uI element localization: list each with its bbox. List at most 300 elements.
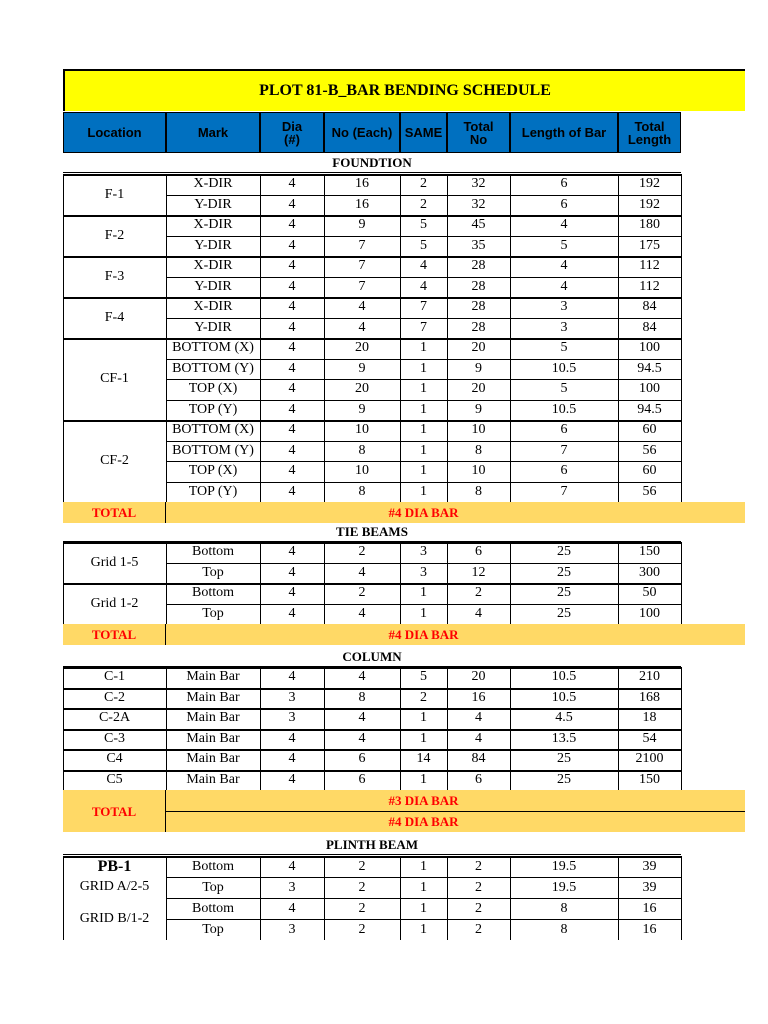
cell-dia: 4 <box>288 900 296 916</box>
cell-length: 5 <box>560 340 568 356</box>
cell-total-length: 2100 <box>635 751 664 767</box>
header-no-each <box>324 112 400 153</box>
grid-line <box>260 856 261 940</box>
grid-line <box>681 174 682 502</box>
cell-dia: 4 <box>288 381 296 397</box>
cell-dia: 3 <box>288 921 296 937</box>
cell-total-length: 16 <box>642 921 657 937</box>
cell-dia: 4 <box>288 771 296 787</box>
header-total-no <box>447 112 510 153</box>
grid-line <box>681 542 682 624</box>
cell-same: 1 <box>420 463 427 479</box>
cell-length: 19.5 <box>551 858 577 874</box>
cell-length: 6 <box>560 422 568 438</box>
cell-total-length: 180 <box>639 217 660 233</box>
grid-line <box>166 811 745 812</box>
grid-line <box>400 542 401 624</box>
cell-mark: Top <box>202 879 224 895</box>
cell-total-no: 8 <box>475 442 482 458</box>
grid-line <box>510 542 511 624</box>
cell-length: 25 <box>557 771 571 787</box>
cell-total-length: 94.5 <box>637 401 662 417</box>
cell-no-each: 4 <box>358 669 366 685</box>
cell-same: 5 <box>420 237 427 253</box>
cell-mark: BOTTOM (Y) <box>172 360 254 376</box>
cell-length: 10.5 <box>551 401 577 417</box>
cell-total-length: 150 <box>639 544 660 560</box>
grid-line <box>166 919 681 920</box>
grid-line <box>447 856 448 940</box>
location-cell: C-3 <box>104 730 125 746</box>
cell-no-each: 4 <box>358 605 366 621</box>
grid-line <box>166 856 167 940</box>
cell-length: 7 <box>560 483 568 499</box>
cell-total-length: 16 <box>642 900 657 916</box>
cell-total-no: 84 <box>471 751 486 767</box>
cell-total-no: 28 <box>471 299 486 315</box>
cell-length: 13.5 <box>551 730 577 746</box>
grid-line <box>63 542 64 624</box>
location-cell: F-1 <box>104 186 125 202</box>
grid-line <box>63 667 681 669</box>
cell-same: 1 <box>420 879 427 895</box>
cell-total-length: 168 <box>639 689 660 705</box>
grid-line <box>63 420 681 422</box>
grid-line <box>63 856 681 858</box>
cell-total-no: 16 <box>471 689 486 705</box>
cell-total-no: 12 <box>471 564 486 580</box>
grid-line <box>63 542 681 544</box>
grid-line <box>63 708 681 710</box>
grid-line <box>618 856 619 940</box>
cell-no-each: 9 <box>358 360 366 376</box>
cell-no-each: 9 <box>358 401 366 417</box>
cell-total-length: 84 <box>642 299 657 315</box>
cell-total-length: 192 <box>639 196 660 212</box>
cell-total-no: 28 <box>471 278 486 294</box>
cell-no-each: 4 <box>358 710 366 726</box>
cell-no-each: 2 <box>358 544 366 560</box>
cell-total-length: 39 <box>642 858 657 874</box>
cell-mark: Y-DIR <box>194 196 232 212</box>
location-cell: C-1 <box>104 669 125 685</box>
cell-total-no: 2 <box>475 921 482 937</box>
cell-length: 4 <box>560 278 568 294</box>
location-cell: C5 <box>106 771 123 787</box>
grid-line <box>63 688 681 690</box>
cell-same: 7 <box>420 319 427 335</box>
cell-same: 1 <box>420 858 427 874</box>
cell-total-no: 2 <box>475 858 482 874</box>
grid-line <box>447 667 448 790</box>
location-cell: Grid 1-5 <box>90 554 139 570</box>
cell-mark: Bottom <box>191 858 234 874</box>
cell-length: 6 <box>560 176 568 192</box>
cell-dia: 4 <box>288 176 296 192</box>
cell-mark: Y-DIR <box>194 237 232 253</box>
location-cell: C-2A <box>98 710 131 726</box>
cell-total-length: 210 <box>639 669 660 685</box>
grid-line <box>63 174 681 176</box>
header-text: Mark <box>197 125 229 140</box>
cell-length: 7 <box>560 442 568 458</box>
cell-length: 5 <box>560 237 568 253</box>
cell-length: 5 <box>560 381 568 397</box>
cell-total-length: 56 <box>642 483 657 499</box>
cell-dia: 4 <box>288 401 296 417</box>
grid-line <box>510 856 511 940</box>
cell-same: 1 <box>420 710 427 726</box>
cell-total-no: 32 <box>471 176 486 192</box>
cell-no-each: 7 <box>358 237 366 253</box>
cell-total-no: 20 <box>471 669 486 685</box>
location-cell: CF-1 <box>100 371 129 386</box>
cell-total-length: 39 <box>642 879 657 895</box>
cell-dia: 4 <box>288 564 296 580</box>
grid-line <box>166 563 681 564</box>
cell-dia: 4 <box>288 278 296 294</box>
cell-dia: 4 <box>288 858 296 874</box>
grid-line <box>166 667 167 790</box>
cell-total-length: 100 <box>639 381 660 397</box>
location-cell: F-2 <box>104 227 125 243</box>
cell-no-each: 7 <box>358 278 366 294</box>
grid-line <box>681 856 682 940</box>
cell-length: 3 <box>560 319 568 335</box>
cell-total-length: 100 <box>639 340 660 356</box>
cell-same: 4 <box>420 278 427 294</box>
cell-dia: 4 <box>288 730 296 746</box>
location-cell: CF-2 <box>100 453 129 468</box>
cell-total-length: 18 <box>642 710 657 726</box>
cell-mark: BOTTOM (Y) <box>172 442 254 458</box>
cell-dia: 4 <box>288 340 296 356</box>
cell-same: 1 <box>420 401 427 417</box>
cell-dia: 4 <box>288 585 296 601</box>
cell-mark: Main Bar <box>186 710 240 726</box>
cell-mark: TOP (X) <box>188 381 238 397</box>
cell-same: 2 <box>420 176 427 192</box>
cell-total-no: 9 <box>475 401 482 417</box>
cell-no-each: 2 <box>358 858 366 874</box>
cell-mark: Y-DIR <box>194 319 232 335</box>
cell-no-each: 8 <box>358 483 366 499</box>
header-same <box>400 112 447 153</box>
cell-no-each: 4 <box>358 730 366 746</box>
grid-line <box>166 400 681 401</box>
cell-mark: TOP (Y) <box>188 401 238 417</box>
cell-dia: 4 <box>288 605 296 621</box>
cell-length: 3 <box>560 299 568 315</box>
cell-total-no: 2 <box>475 900 482 916</box>
cell-mark: X-DIR <box>193 258 233 274</box>
cell-no-each: 2 <box>358 900 366 916</box>
grid-line <box>260 667 261 790</box>
cell-dia: 4 <box>288 463 296 479</box>
header-location <box>63 112 166 153</box>
section-tie-beams: TIE BEAMS <box>63 521 681 542</box>
grid-line <box>63 215 681 217</box>
grid-line <box>166 277 681 278</box>
plinth-location-main: PB-1 <box>97 857 132 875</box>
grid-line <box>166 542 167 624</box>
cell-total-no: 28 <box>471 319 486 335</box>
cell-no-each: 2 <box>358 921 366 937</box>
cell-no-each: 20 <box>355 381 369 397</box>
grid-line <box>166 877 681 878</box>
cell-length: 4 <box>560 258 568 274</box>
grid-line <box>63 667 64 790</box>
cell-total-length: 60 <box>642 463 657 479</box>
grid-line <box>63 297 681 299</box>
cell-no-each: 8 <box>358 442 366 458</box>
cell-same: 1 <box>420 730 427 746</box>
header-mark <box>166 112 260 153</box>
foundation-total-label: TOTAL <box>63 502 166 523</box>
header-text: Total <box>634 118 665 134</box>
cell-length: 25 <box>557 544 571 560</box>
location-cell: C4 <box>106 751 123 767</box>
cell-no-each: 10 <box>355 463 369 479</box>
cell-dia: 4 <box>288 237 296 253</box>
header-text: Length of Bar <box>521 125 607 140</box>
cell-total-length: 300 <box>639 564 660 580</box>
cell-same: 5 <box>420 669 427 685</box>
cell-mark: X-DIR <box>193 299 233 315</box>
cell-dia: 4 <box>288 319 296 335</box>
plinth-location-b: GRID B/1-2 <box>79 911 150 926</box>
grid-line <box>400 174 401 502</box>
cell-total-length: 192 <box>639 176 660 192</box>
cell-same: 1 <box>420 340 427 356</box>
cell-no-each: 9 <box>358 217 366 233</box>
cell-mark: BOTTOM (X) <box>172 340 254 356</box>
cell-dia: 4 <box>288 360 296 376</box>
cell-total-length: 175 <box>639 237 660 253</box>
header-text: Total <box>463 118 494 134</box>
cell-same: 1 <box>420 605 427 621</box>
cell-same: 1 <box>420 585 427 601</box>
grid-line <box>260 174 261 502</box>
header-length-of-bar <box>510 112 618 153</box>
grid-line <box>681 667 682 790</box>
cell-same: 2 <box>420 689 427 705</box>
header-dia <box>260 112 324 153</box>
cell-total-no: 20 <box>471 340 486 356</box>
grid-line <box>324 856 325 940</box>
grid-line <box>324 542 325 624</box>
cell-length: 8 <box>560 900 568 916</box>
cell-mark: Top <box>202 921 224 937</box>
cell-no-each: 8 <box>358 689 366 705</box>
cell-same: 4 <box>420 258 427 274</box>
cell-no-each: 20 <box>355 340 369 356</box>
grid-line <box>510 667 511 790</box>
cell-total-length: 56 <box>642 442 657 458</box>
cell-mark: Bottom <box>191 900 234 916</box>
grid-line <box>63 256 681 258</box>
cell-dia: 3 <box>288 689 296 705</box>
cell-dia: 3 <box>288 710 296 726</box>
grid-line <box>63 174 64 502</box>
location-cell: F-4 <box>104 309 125 325</box>
cell-mark: Top <box>202 564 224 580</box>
column-total-dia-3: #3 DIA BAR <box>388 793 459 808</box>
cell-no-each: 6 <box>358 751 366 767</box>
cell-dia: 4 <box>288 483 296 499</box>
section-foundation: FOUNDTION <box>63 153 681 173</box>
cell-total-no: 10 <box>471 463 486 479</box>
grid-line <box>166 174 167 502</box>
cell-total-no: 35 <box>471 237 486 253</box>
cell-total-no: 2 <box>475 879 482 895</box>
grid-line <box>324 174 325 502</box>
cell-mark: TOP (X) <box>188 463 238 479</box>
cell-mark: Bottom <box>191 544 234 560</box>
cell-same: 3 <box>420 544 427 560</box>
cell-same: 1 <box>420 921 427 937</box>
grid-line <box>166 318 681 319</box>
cell-mark: Main Bar <box>186 669 240 685</box>
cell-same: 1 <box>420 422 427 438</box>
cell-length: 4.5 <box>555 710 573 726</box>
grid-line <box>400 667 401 790</box>
cell-length: 25 <box>557 585 571 601</box>
grid-line <box>166 379 681 380</box>
header-text: Location <box>87 125 142 140</box>
grid-line <box>166 482 681 483</box>
cell-dia: 4 <box>288 258 296 274</box>
cell-no-each: 4 <box>358 319 366 335</box>
cell-total-no: 2 <box>475 585 482 601</box>
cell-mark: Main Bar <box>186 689 240 705</box>
cell-no-each: 16 <box>355 196 369 212</box>
cell-total-length: 60 <box>642 422 657 438</box>
cell-dia: 4 <box>288 544 296 560</box>
cell-dia: 4 <box>288 217 296 233</box>
grid-line <box>510 174 511 502</box>
cell-dia: 4 <box>288 669 296 685</box>
grid-line <box>166 359 681 360</box>
cell-no-each: 4 <box>358 564 366 580</box>
grid-line <box>63 856 64 940</box>
cell-mark: Main Bar <box>186 771 240 787</box>
cell-length: 25 <box>557 605 571 621</box>
cell-mark: X-DIR <box>193 176 233 192</box>
cell-no-each: 10 <box>355 422 369 438</box>
cell-mark: Y-DIR <box>194 278 232 294</box>
cell-no-each: 16 <box>355 176 369 192</box>
cell-length: 10.5 <box>551 669 577 685</box>
cell-no-each: 4 <box>358 299 366 315</box>
sheet-title: PLOT 81-B_BAR BENDING SCHEDULE <box>63 69 745 111</box>
cell-dia: 3 <box>288 879 296 895</box>
cell-no-each: 2 <box>358 585 366 601</box>
cell-total-length: 54 <box>642 730 657 746</box>
grid-line <box>324 667 325 790</box>
cell-same: 14 <box>416 751 431 767</box>
header-text: (#) <box>284 131 300 147</box>
location-cell: C-2 <box>104 689 125 705</box>
cell-same: 1 <box>420 442 427 458</box>
cell-same: 1 <box>420 381 427 397</box>
section-plinth-beam: PLINTH BEAM <box>63 834 681 855</box>
cell-same: 1 <box>420 771 427 787</box>
grid-line <box>260 542 261 624</box>
cell-same: 7 <box>420 299 427 315</box>
cell-total-no: 28 <box>471 258 486 274</box>
cell-dia: 4 <box>288 422 296 438</box>
grid-line <box>618 667 619 790</box>
cell-total-no: 4 <box>475 730 482 746</box>
cell-same: 3 <box>420 564 427 580</box>
plinth-location-a: GRID A/2-5 <box>79 879 150 894</box>
section-column: COLUMN <box>63 646 681 667</box>
cell-length: 6 <box>560 196 568 212</box>
cell-total-no: 45 <box>471 217 486 233</box>
grid-line <box>166 461 681 462</box>
cell-total-length: 94.5 <box>637 360 662 376</box>
grid-line <box>166 898 681 899</box>
cell-same: 1 <box>420 483 427 499</box>
cell-dia: 4 <box>288 299 296 315</box>
cell-same: 5 <box>420 217 427 233</box>
grid-line <box>447 542 448 624</box>
cell-no-each: 7 <box>358 258 366 274</box>
cell-total-no: 10 <box>471 422 486 438</box>
cell-no-each: 6 <box>358 771 366 787</box>
header-text: Dia <box>281 118 303 134</box>
column-total-label: TOTAL <box>63 790 166 832</box>
grid-line <box>166 441 681 442</box>
cell-total-no: 20 <box>471 381 486 397</box>
tie-beams-total-label: TOTAL <box>63 624 166 645</box>
header-text: No <box>469 131 488 147</box>
grid-line <box>618 542 619 624</box>
header-text: SAME <box>404 125 443 140</box>
column-total-dia-4: #4 DIA BAR <box>388 814 459 829</box>
location-cell: F-3 <box>104 268 125 284</box>
cell-no-each: 2 <box>358 879 366 895</box>
cell-mark: X-DIR <box>193 217 233 233</box>
cell-mark: BOTTOM (X) <box>172 422 254 438</box>
cell-length: 10.5 <box>551 689 577 705</box>
header-text: No (Each) <box>331 125 393 140</box>
cell-same: 1 <box>420 360 427 376</box>
cell-dia: 4 <box>288 751 296 767</box>
grid-line <box>63 729 681 731</box>
cell-total-no: 8 <box>475 483 482 499</box>
cell-length: 19.5 <box>551 879 577 895</box>
grid-line <box>63 749 681 751</box>
foundation-total-dia: #4 DIA BAR <box>388 505 459 520</box>
cell-total-no: 9 <box>475 360 482 376</box>
cell-same: 2 <box>420 196 427 212</box>
cell-total-length: 112 <box>639 258 660 274</box>
cell-length: 25 <box>557 751 571 767</box>
cell-length: 8 <box>560 921 568 937</box>
cell-mark: Top <box>202 605 224 621</box>
cell-total-no: 4 <box>475 605 482 621</box>
cell-total-no: 4 <box>475 710 482 726</box>
cell-length: 6 <box>560 463 568 479</box>
header-text: Length <box>627 131 672 147</box>
cell-mark: Main Bar <box>186 751 240 767</box>
cell-mark: TOP (Y) <box>188 483 238 499</box>
grid-line <box>166 195 681 196</box>
cell-total-length: 84 <box>642 319 657 335</box>
cell-mark: Main Bar <box>186 730 240 746</box>
